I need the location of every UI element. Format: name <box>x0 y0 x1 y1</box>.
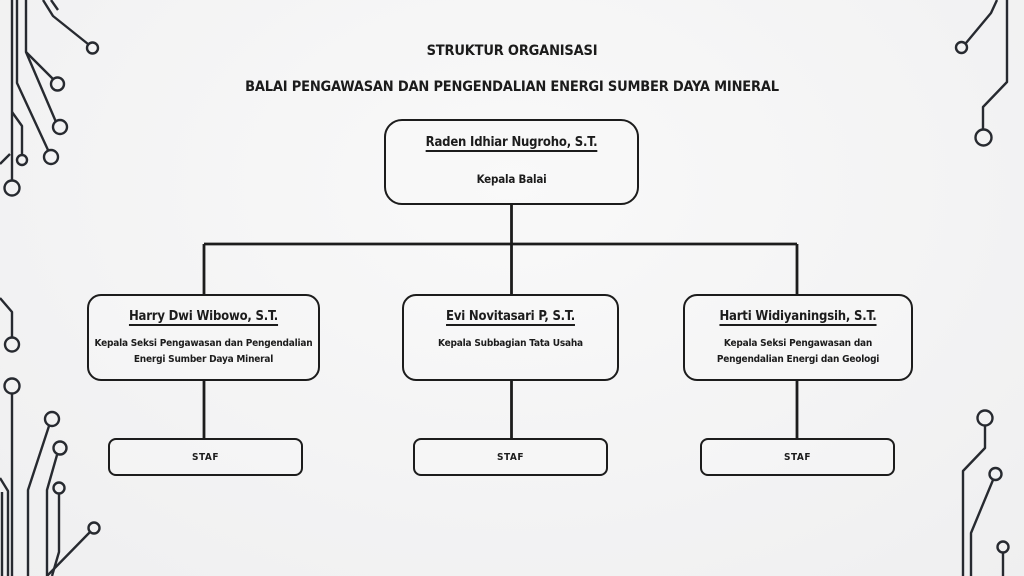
circuit-pattern-bottom-left-icon <box>0 298 100 576</box>
staff-box <box>413 438 608 476</box>
department-name: Harry Dwi Wibowo, S.T. <box>128 309 279 324</box>
circuit-pattern-bottom-right-icon <box>963 411 1009 576</box>
circuit-pattern-top-right-icon <box>956 0 1007 146</box>
staff-box <box>108 438 303 476</box>
chart-subtitle: BALAI PENGAWASAN DAN PENGENDALIAN ENERGI SUMBER DAYA MINERAL <box>245 79 779 95</box>
department-role: Kepala Subbagian Tata Usaha <box>438 338 583 349</box>
department-role: Kepala Seksi Pengawasan dan Pengendalian Energi Sumber Daya Mineral <box>94 338 313 365</box>
staff-label: STAF <box>497 451 524 463</box>
circuit-pattern-top-left-icon <box>0 0 98 196</box>
head-box <box>384 119 639 205</box>
staff-label: STAF <box>192 451 219 463</box>
staff-label: STAF <box>784 451 811 463</box>
department-name: Evi Novitasari P, S.T. <box>446 309 575 324</box>
chart-title: STRUKTUR ORGANISASI <box>426 43 598 59</box>
department-box-tata-usaha <box>402 294 619 381</box>
department-box-pengawasan-esdm <box>87 294 320 381</box>
department-role: Kepala Seksi Pengawasan dan Pengendalian Energi dan Geologi <box>716 338 880 365</box>
staff-box <box>700 438 895 476</box>
head-role: Kepala Balai <box>476 172 547 186</box>
department-name: Harti Widiyaningsih, S.T. <box>719 309 877 324</box>
head-name: Raden Idhiar Nugroho, S.T. <box>425 135 598 150</box>
department-box-energi-geologi <box>683 294 913 381</box>
